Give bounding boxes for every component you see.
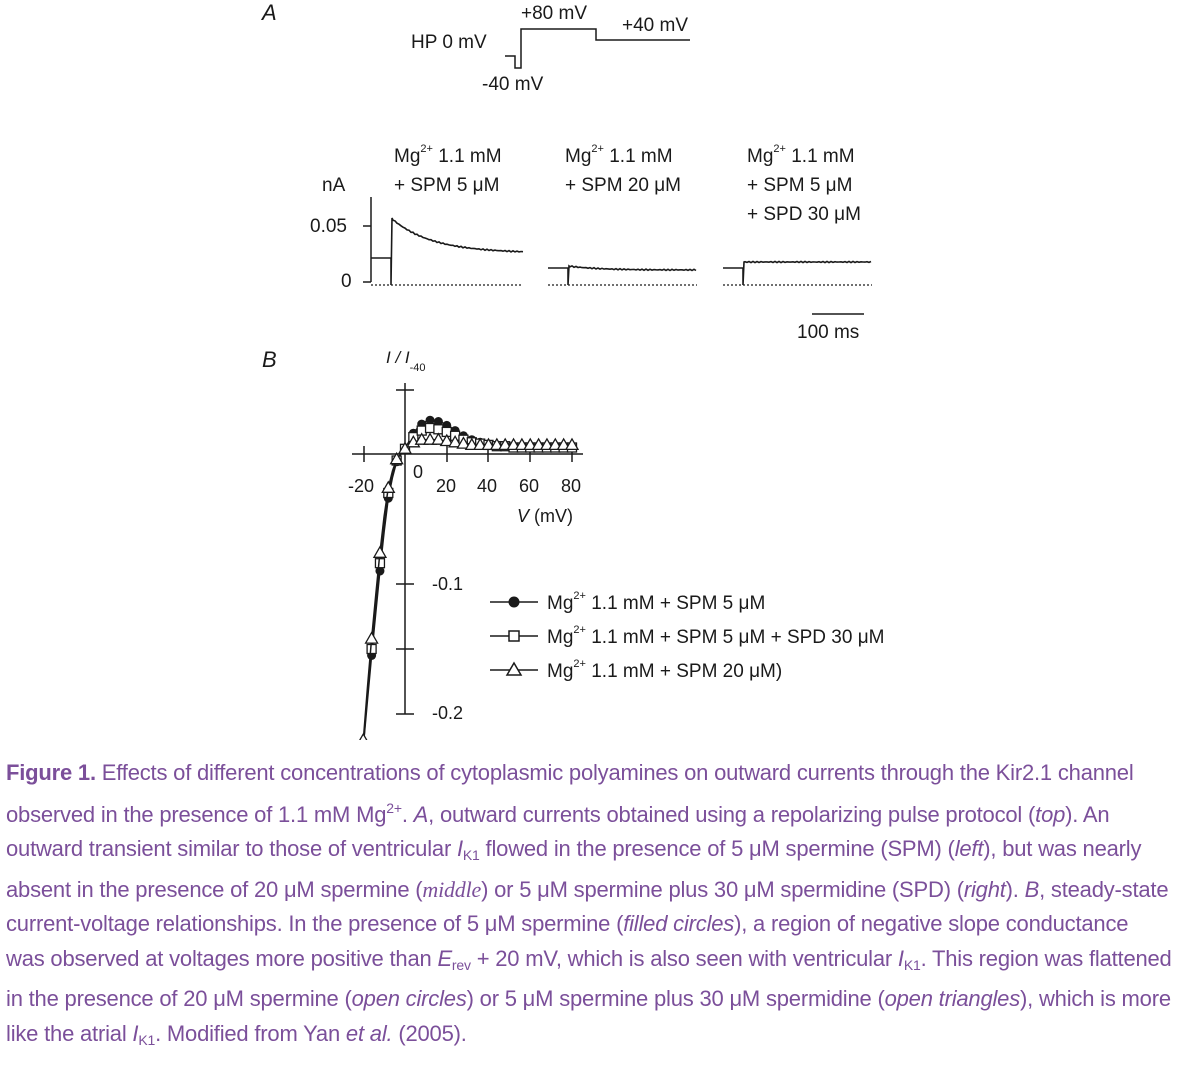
trace-condition-middle [565, 143, 681, 196]
iv-x-tick-20: 20 [436, 476, 457, 496]
iv-series-open-square [359, 424, 577, 741]
iv-x-tick-60: 60 [519, 476, 540, 496]
svg-text:Mg2+ 1.1 mM: $Mg^{2+}$ 1.1 mM [747, 143, 855, 167]
iv-series-open-triangle [357, 434, 578, 740]
svg-text:Mg2+ 1.1 mM: $Mg^{2+}$ 1.1 mM [394, 143, 502, 167]
iv-point-open-triangle [382, 482, 394, 493]
svg-text:+ SPM 20 μM: + SPM 20 μM [565, 175, 682, 196]
iv-x-tick-80: 80 [561, 476, 582, 496]
svg-text:Mg2+ 1.1 mM + SPM 20 μM): $Mg^{2+}$ 1.1 mM + SPM 20 μM) [547, 658, 783, 682]
iv-point-open-triangle [366, 633, 378, 644]
iv-y-axis-label: I / $I_{-40}$ [386, 348, 426, 374]
svg-text:Mg2+ 1.1 mM + SPM 5 μM: $Mg^{2+}$ 1.1 mM + SPM 5 μM [547, 590, 766, 614]
current-tick-0: 0 [341, 271, 352, 292]
current-tick-005: 0.05 [310, 216, 347, 237]
iv-line-open-triangle [363, 440, 572, 740]
caption-figure-label: Figure 1. [6, 760, 96, 785]
svg-text:+ SPM 5 μM: + SPM 5 μM [747, 175, 853, 196]
figure-caption: Figure 1. Effects of different concentrations of cytoplasmic polyamines on outward currents through the Kir2.1 channel observed in the presence of 1.1 mM $Mg^{2+}$. A, outward currents obtained using a repolarizing pulse protocol (top). An outward transient similar to those of ventricular $I_{K1}$ flowed in the presence of 5 μM spermine (SPM) (left), but was nearly absent in the presence of 20 μM spermine (middle) or 5 μM spermine plus 30 μM spermidine (SPD) (right). B, steady-state current-voltage relationships. In the presence of 5 μM spermine (filled circles), a region of negative slope conductance was observed at voltages more positive than $E_{rev} + 20$ mV, which is also seen with ventricular $I_{K1}$. This region was flattened in the presence of 20 μM spermine (open circles) or 5 μM spermine plus 30 μM spermidine (open triangles), which is more like the atrial $I_{K1}$. Modified from Yan et al. (2005). [6, 760, 1172, 1048]
protocol-prepulse-label: -40 mV [482, 74, 544, 95]
time-scale-label: 100 ms [797, 322, 860, 343]
iv-point-open-triangle [374, 547, 386, 558]
protocol-step1-label: +80 mV [521, 3, 588, 24]
iv-point-open-square [426, 424, 435, 433]
svg-text:+ SPD 30 μM: + SPD 30 μM [747, 204, 861, 225]
svg-text:Mg2+ 1.1 mM + SPM 5 μM + SPD 3: $Mg^{2+}$ 1.1 mM + SPM 5 μM + SPD 30 μM [547, 624, 885, 648]
panel-a-label: A [262, 0, 277, 25]
legend-item-spm5 [490, 590, 765, 614]
iv-x-axis-label: V (mV) [517, 506, 574, 526]
iv-legend [490, 590, 885, 682]
iv-x-tick-0: 0 [413, 462, 424, 482]
legend-item-spm5-spd30 [490, 624, 885, 648]
trace-condition-left [394, 143, 502, 196]
open-square-marker [509, 631, 519, 641]
iv-x-tick-m20: -20 [348, 476, 375, 496]
current-trace-spm5 [371, 218, 523, 285]
trace-condition-right [747, 143, 861, 225]
svg-text:+ SPM 5 μM: + SPM 5 μM [394, 175, 500, 196]
open-triangle-marker [507, 663, 521, 675]
current-trace-spm5-spd30 [723, 261, 871, 285]
iv-y-tick-m02: -0.2 [432, 703, 464, 723]
iv-line-open-square [363, 428, 572, 740]
protocol-hp-label: HP 0 mV [411, 32, 487, 53]
iv-y-tick-m01: -0.1 [432, 574, 464, 594]
legend-item-spm20 [490, 658, 782, 682]
current-trace-spm20 [548, 266, 696, 285]
iv-point-open-square [375, 559, 384, 568]
panel-b-label: B [262, 347, 277, 372]
iv-point-open-triangle [357, 734, 369, 740]
filled-circle-marker [509, 597, 520, 608]
iv-x-tick-40: 40 [477, 476, 498, 496]
iv-data-series [357, 416, 578, 740]
current-axis [363, 197, 371, 282]
svg-text:Mg2+ 1.1 mM: $Mg^{2+}$ 1.1 mM [565, 143, 673, 167]
protocol-step2-label: +40 mV [622, 15, 689, 36]
current-unit-label: nA [322, 175, 346, 196]
